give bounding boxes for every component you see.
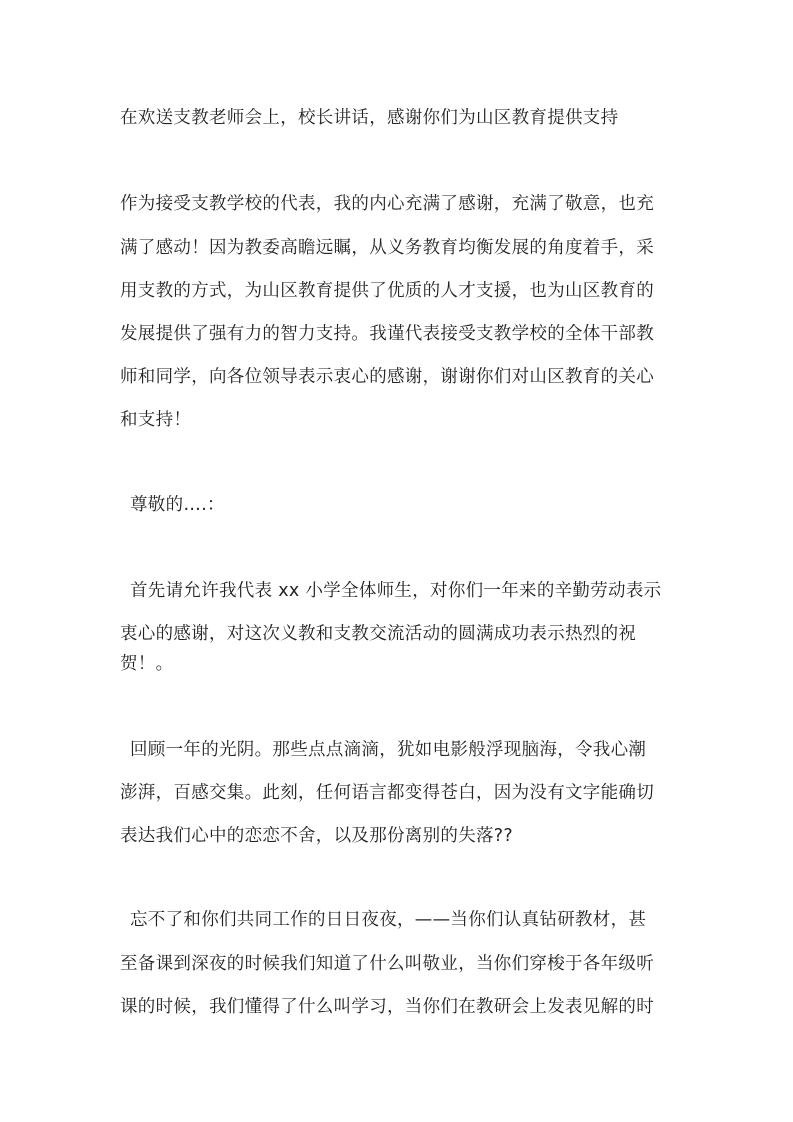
text-line: 表达我们心中的恋恋不舍，以及那份离别的失落?? [120, 826, 513, 846]
text-line: 发展提供了强有力的智力支持。我谨代表接受支教学校的全体干部教 [120, 324, 654, 344]
document-title: 在欢送支教老师会上，校长讲话，感谢你们为山区教育提供支持 [120, 108, 619, 128]
text-line: 忘不了和你们共同工作的日日夜夜，——当你们认真钻研教材，甚 [130, 910, 647, 930]
text-line: 用支教的方式，为山区教育提供了优质的人才支援，也为山区教育的 [120, 281, 654, 301]
text-line: 师和同学，向各位领导表示衷心的感谢，谢谢你们对山区教育的关心 [120, 367, 654, 387]
text-line: 课的时候，我们懂得了什么叫学习，当你们在教研会上发表见解的时 [120, 997, 654, 1017]
text-line: 尊敬的….： [130, 495, 225, 515]
text-line: 首先请允许我代表 xx 小学全体师生，对你们一年来的辛勤劳动表示 [130, 581, 662, 601]
text-line: 作为接受支教学校的代表，我的内心充满了感谢，充满了敬意，也充 [120, 194, 654, 214]
text-line: 澎湃，百感交集。此刻，任何语言都变得苍白，因为没有文字能确切 [120, 783, 654, 803]
text-line: 贺！。 [120, 654, 174, 674]
text-line: 回顾一年的光阴。那些点点滴滴，犹如电影般浮现脑海，令我心潮 [130, 740, 647, 760]
text-line: 满了感动！因为教委高瞻远瞩，从义务教育均衡发展的角度着手，采 [120, 238, 654, 258]
text-line: 和支持！ [120, 410, 192, 430]
text-line: 至备课到深夜的时候我们知道了什么叫敬业，当你们穿梭于各年级听 [120, 954, 654, 974]
text-line: 衷心的感谢，对这次义教和支教交流活动的圆满成功表示热烈的祝 [120, 624, 637, 644]
